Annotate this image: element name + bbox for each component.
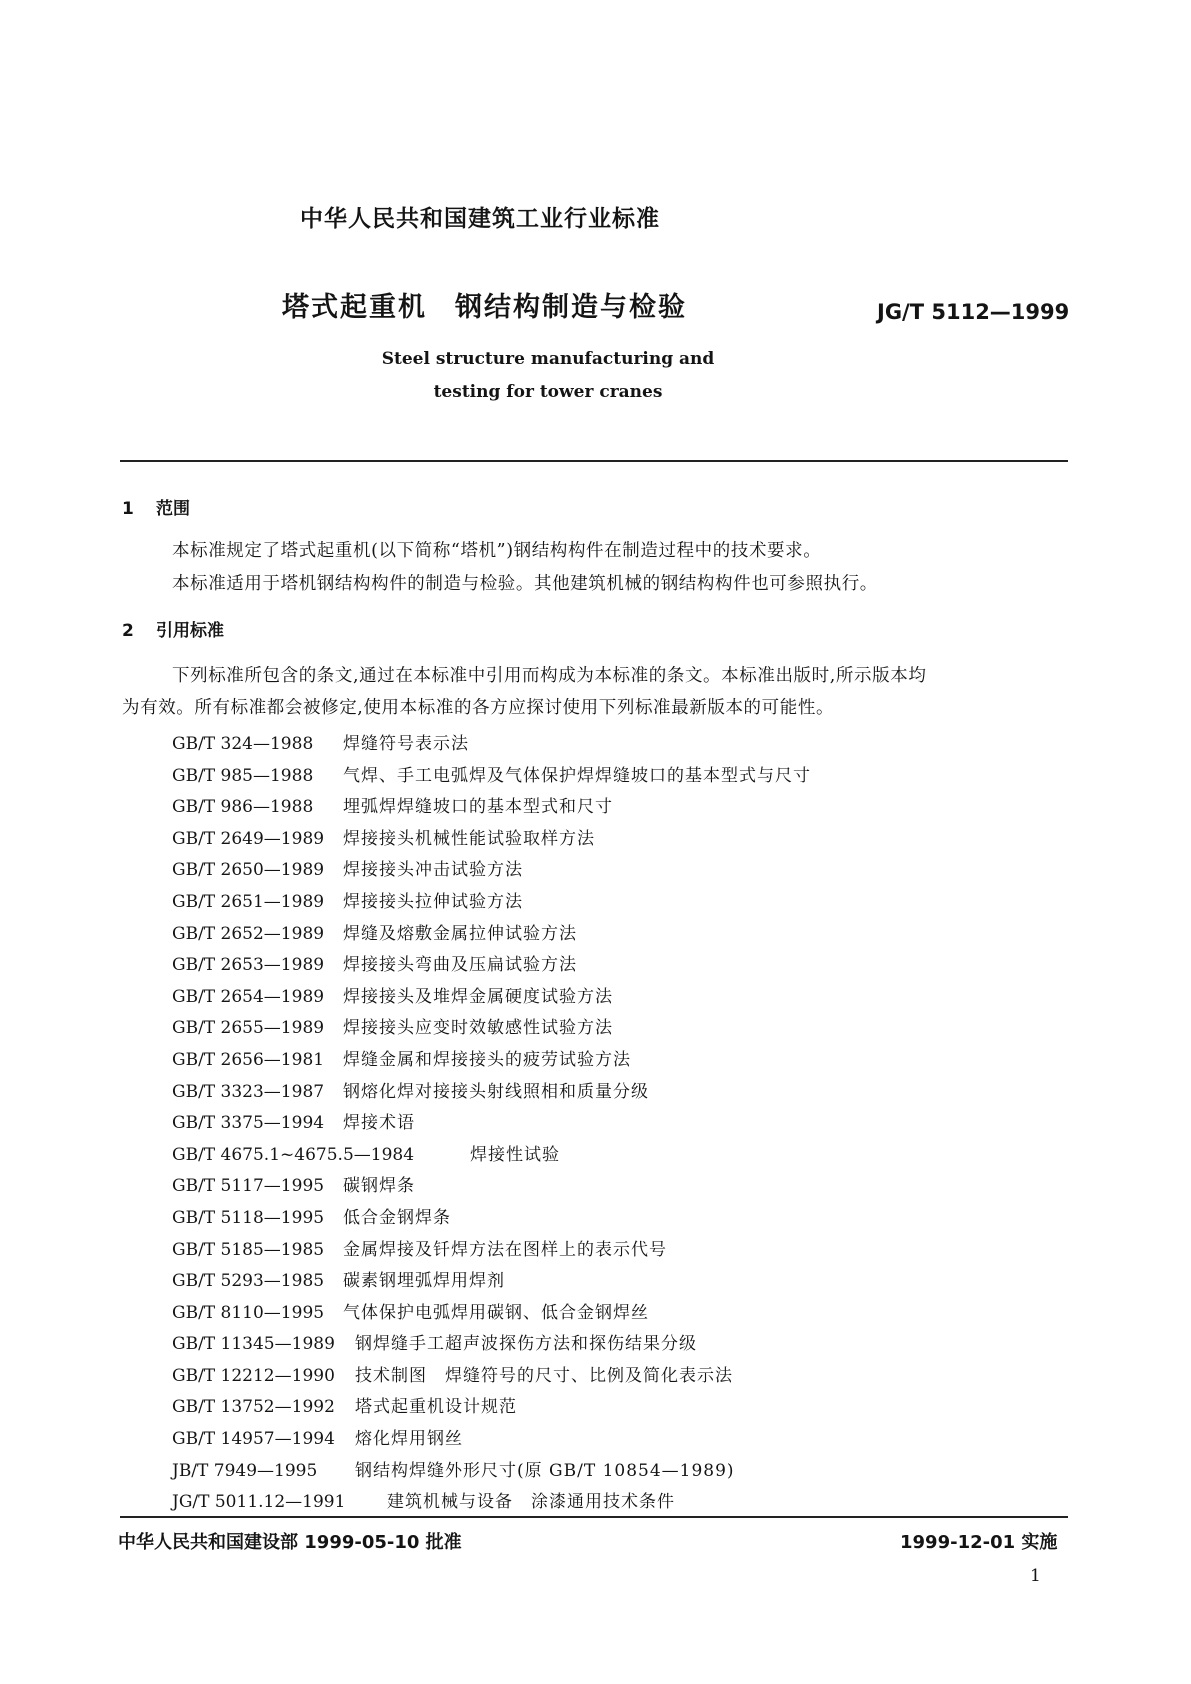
- reference-code: GB/T 8110—1995: [172, 1302, 325, 1323]
- page-number: 1: [1030, 1566, 1041, 1586]
- reference-name: 焊接术语: [343, 1113, 415, 1134]
- reference-code: GB/T 3323—1987: [172, 1081, 325, 1102]
- section-2-heading: [122, 616, 224, 641]
- reference-item: [172, 792, 811, 824]
- reference-code: GB/T 13752—1992: [172, 1397, 335, 1418]
- reference-name: 塔式起重机设计规范: [355, 1397, 517, 1418]
- reference-code: GB/T 324—1988: [172, 734, 314, 754]
- reference-code: GB/T 12212—1990: [172, 1365, 335, 1386]
- reference-code: GB/T 2654—1989: [172, 986, 325, 1007]
- reference-code: GB/T 2653—1989: [172, 955, 325, 976]
- reference-name: 钢结构焊缝外形尺寸(原 GB/T 10854—1989): [355, 1460, 735, 1481]
- reference-item: [172, 919, 811, 951]
- approval-line: 中华人民共和国建设部 1999-05-10 批准: [118, 1532, 462, 1553]
- reference-name: 焊接接头弯曲及压扁试验方法: [343, 955, 577, 976]
- english-title-line2: testing for tower cranes: [433, 382, 663, 402]
- reference-code: GB/T 2649—1989: [172, 828, 325, 849]
- reference-code: GB/T 986—1988: [172, 797, 314, 818]
- reference-name: 焊缝及熔敷金属拉伸试验方法: [343, 923, 577, 944]
- reference-name: 焊接接头机械性能试验取样方法: [343, 828, 595, 849]
- effective-date-line: 1999-12-01 实施: [900, 1532, 1058, 1553]
- reference-item: [172, 1361, 811, 1393]
- reference-item: [172, 1235, 811, 1267]
- reference-code: GB/T 3375—1994: [172, 1113, 325, 1134]
- reference-name: 焊缝金属和焊接接头的疲劳试验方法: [343, 1049, 631, 1070]
- reference-name: 焊接性试验: [470, 1144, 560, 1165]
- reference-item: [172, 1077, 811, 1109]
- document-title: [282, 285, 687, 324]
- reference-name: 焊接接头冲击试验方法: [343, 860, 523, 881]
- reference-name: 钢熔化焊对接接头射线照相和质量分级: [343, 1081, 649, 1102]
- reference-item: [172, 1045, 811, 1077]
- section-title: 范围: [156, 499, 190, 519]
- reference-code: GB/T 2651—1989: [172, 891, 325, 912]
- reference-code: GB/T 2656—1981: [172, 1049, 325, 1070]
- section-1-paragraph-1: 本标准规定了塔式起重机(以下简称“塔机”)钢结构构件在制造过程中的技术要求。: [172, 541, 822, 561]
- section-2-paragraph-1: 下列标准所包含的条文,通过在本标准中引用而构成为本标准的条文。本标准出版时,所示版本均: [172, 666, 927, 686]
- reference-item: [172, 982, 811, 1014]
- reference-name: 焊缝符号表示法: [343, 734, 469, 754]
- reference-code: GB/T 11345—1989: [172, 1334, 335, 1355]
- reference-name: 技术制图 焊缝符号的尺寸、比例及简化表示法: [355, 1365, 733, 1386]
- section-number: 2: [122, 621, 134, 641]
- reference-name: 钢焊缝手工超声波探伤方法和探伤结果分级: [355, 1334, 697, 1355]
- reference-code: GB/T 4675.1~4675.5—1984: [172, 1144, 415, 1165]
- reference-item: [172, 1203, 811, 1235]
- reference-name: 金属焊接及钎焊方法在图样上的表示代号: [343, 1239, 667, 1260]
- english-title: [338, 343, 758, 409]
- reference-code: GB/T 2652—1989: [172, 923, 325, 944]
- referenced-standards-list: [172, 729, 811, 1519]
- reference-item: [172, 887, 811, 919]
- reference-item: [172, 1266, 811, 1298]
- reference-code: GB/T 5117—1995: [172, 1176, 325, 1197]
- reference-name: 建筑机械与设备 涂漆通用技术条件: [387, 1492, 675, 1513]
- reference-item: [172, 950, 811, 982]
- reference-code: JB/T 7949—1995: [172, 1460, 318, 1481]
- document-title-part1: 塔式起重机: [282, 292, 427, 323]
- reference-item: [172, 1108, 811, 1140]
- reference-name: 碳素钢埋弧焊用焊剂: [343, 1271, 505, 1292]
- reference-name: 熔化焊用钢丝: [355, 1429, 463, 1450]
- reference-code: GB/T 5293—1985: [172, 1271, 325, 1292]
- reference-code: GB/T 5185—1985: [172, 1239, 325, 1260]
- reference-name: 焊接接头及堆焊金属硬度试验方法: [343, 986, 613, 1007]
- reference-item: [172, 1456, 811, 1488]
- reference-name: 碳钢焊条: [343, 1176, 415, 1197]
- reference-name: 焊接接头应变时效敏感性试验方法: [343, 1018, 613, 1039]
- footer-divider: [120, 1516, 1068, 1518]
- reference-item: [172, 1329, 811, 1361]
- header-divider: [120, 460, 1068, 462]
- document-title-part2: 钢结构制造与检验: [455, 292, 687, 323]
- reference-item: [172, 824, 811, 856]
- reference-code: JG/T 5011.12—1991: [172, 1492, 346, 1513]
- reference-code: GB/T 2655—1989: [172, 1018, 325, 1039]
- reference-item: [172, 1424, 811, 1456]
- reference-code: GB/T 5118—1995: [172, 1207, 325, 1228]
- reference-item: [172, 1013, 811, 1045]
- section-1-paragraph-2: 本标准适用于塔机钢结构构件的制造与检验。其他建筑机械的钢结构构件也可参照执行。: [172, 574, 878, 594]
- reference-code: GB/T 14957—1994: [172, 1429, 335, 1450]
- reference-item: [172, 855, 811, 887]
- reference-item: [172, 1171, 811, 1203]
- reference-item: [172, 761, 811, 793]
- section-title: 引用标准: [156, 621, 224, 641]
- reference-name: 低合金钢焊条: [343, 1207, 451, 1228]
- reference-name: 埋弧焊焊缝坡口的基本型式和尺寸: [343, 797, 613, 818]
- section-1-heading: [122, 494, 190, 519]
- standard-code: JG/T 5112—1999: [877, 300, 1070, 324]
- reference-name: 焊接接头拉伸试验方法: [343, 891, 523, 912]
- reference-name: 气焊、手工电弧焊及气体保护焊焊缝坡口的基本型式与尺寸: [343, 765, 811, 786]
- reference-code: GB/T 2650—1989: [172, 860, 325, 881]
- reference-item: [172, 1392, 811, 1424]
- reference-item: [172, 1298, 811, 1330]
- reference-name: 气体保护电弧焊用碳钢、低合金钢焊丝: [343, 1302, 649, 1323]
- section-number: 1: [122, 499, 134, 519]
- reference-item: [172, 1487, 811, 1519]
- reference-item: [172, 729, 811, 761]
- reference-item: [172, 1140, 811, 1172]
- english-title-line1: Steel structure manufacturing and: [381, 349, 715, 369]
- section-2-paragraph-2: 为有效。所有标准都会被修定,使用本标准的各方应探讨使用下列标准最新版本的可能性。: [122, 698, 835, 718]
- issuing-org-title: 中华人民共和国建筑工业行业标准: [300, 206, 660, 232]
- reference-code: GB/T 985—1988: [172, 765, 314, 786]
